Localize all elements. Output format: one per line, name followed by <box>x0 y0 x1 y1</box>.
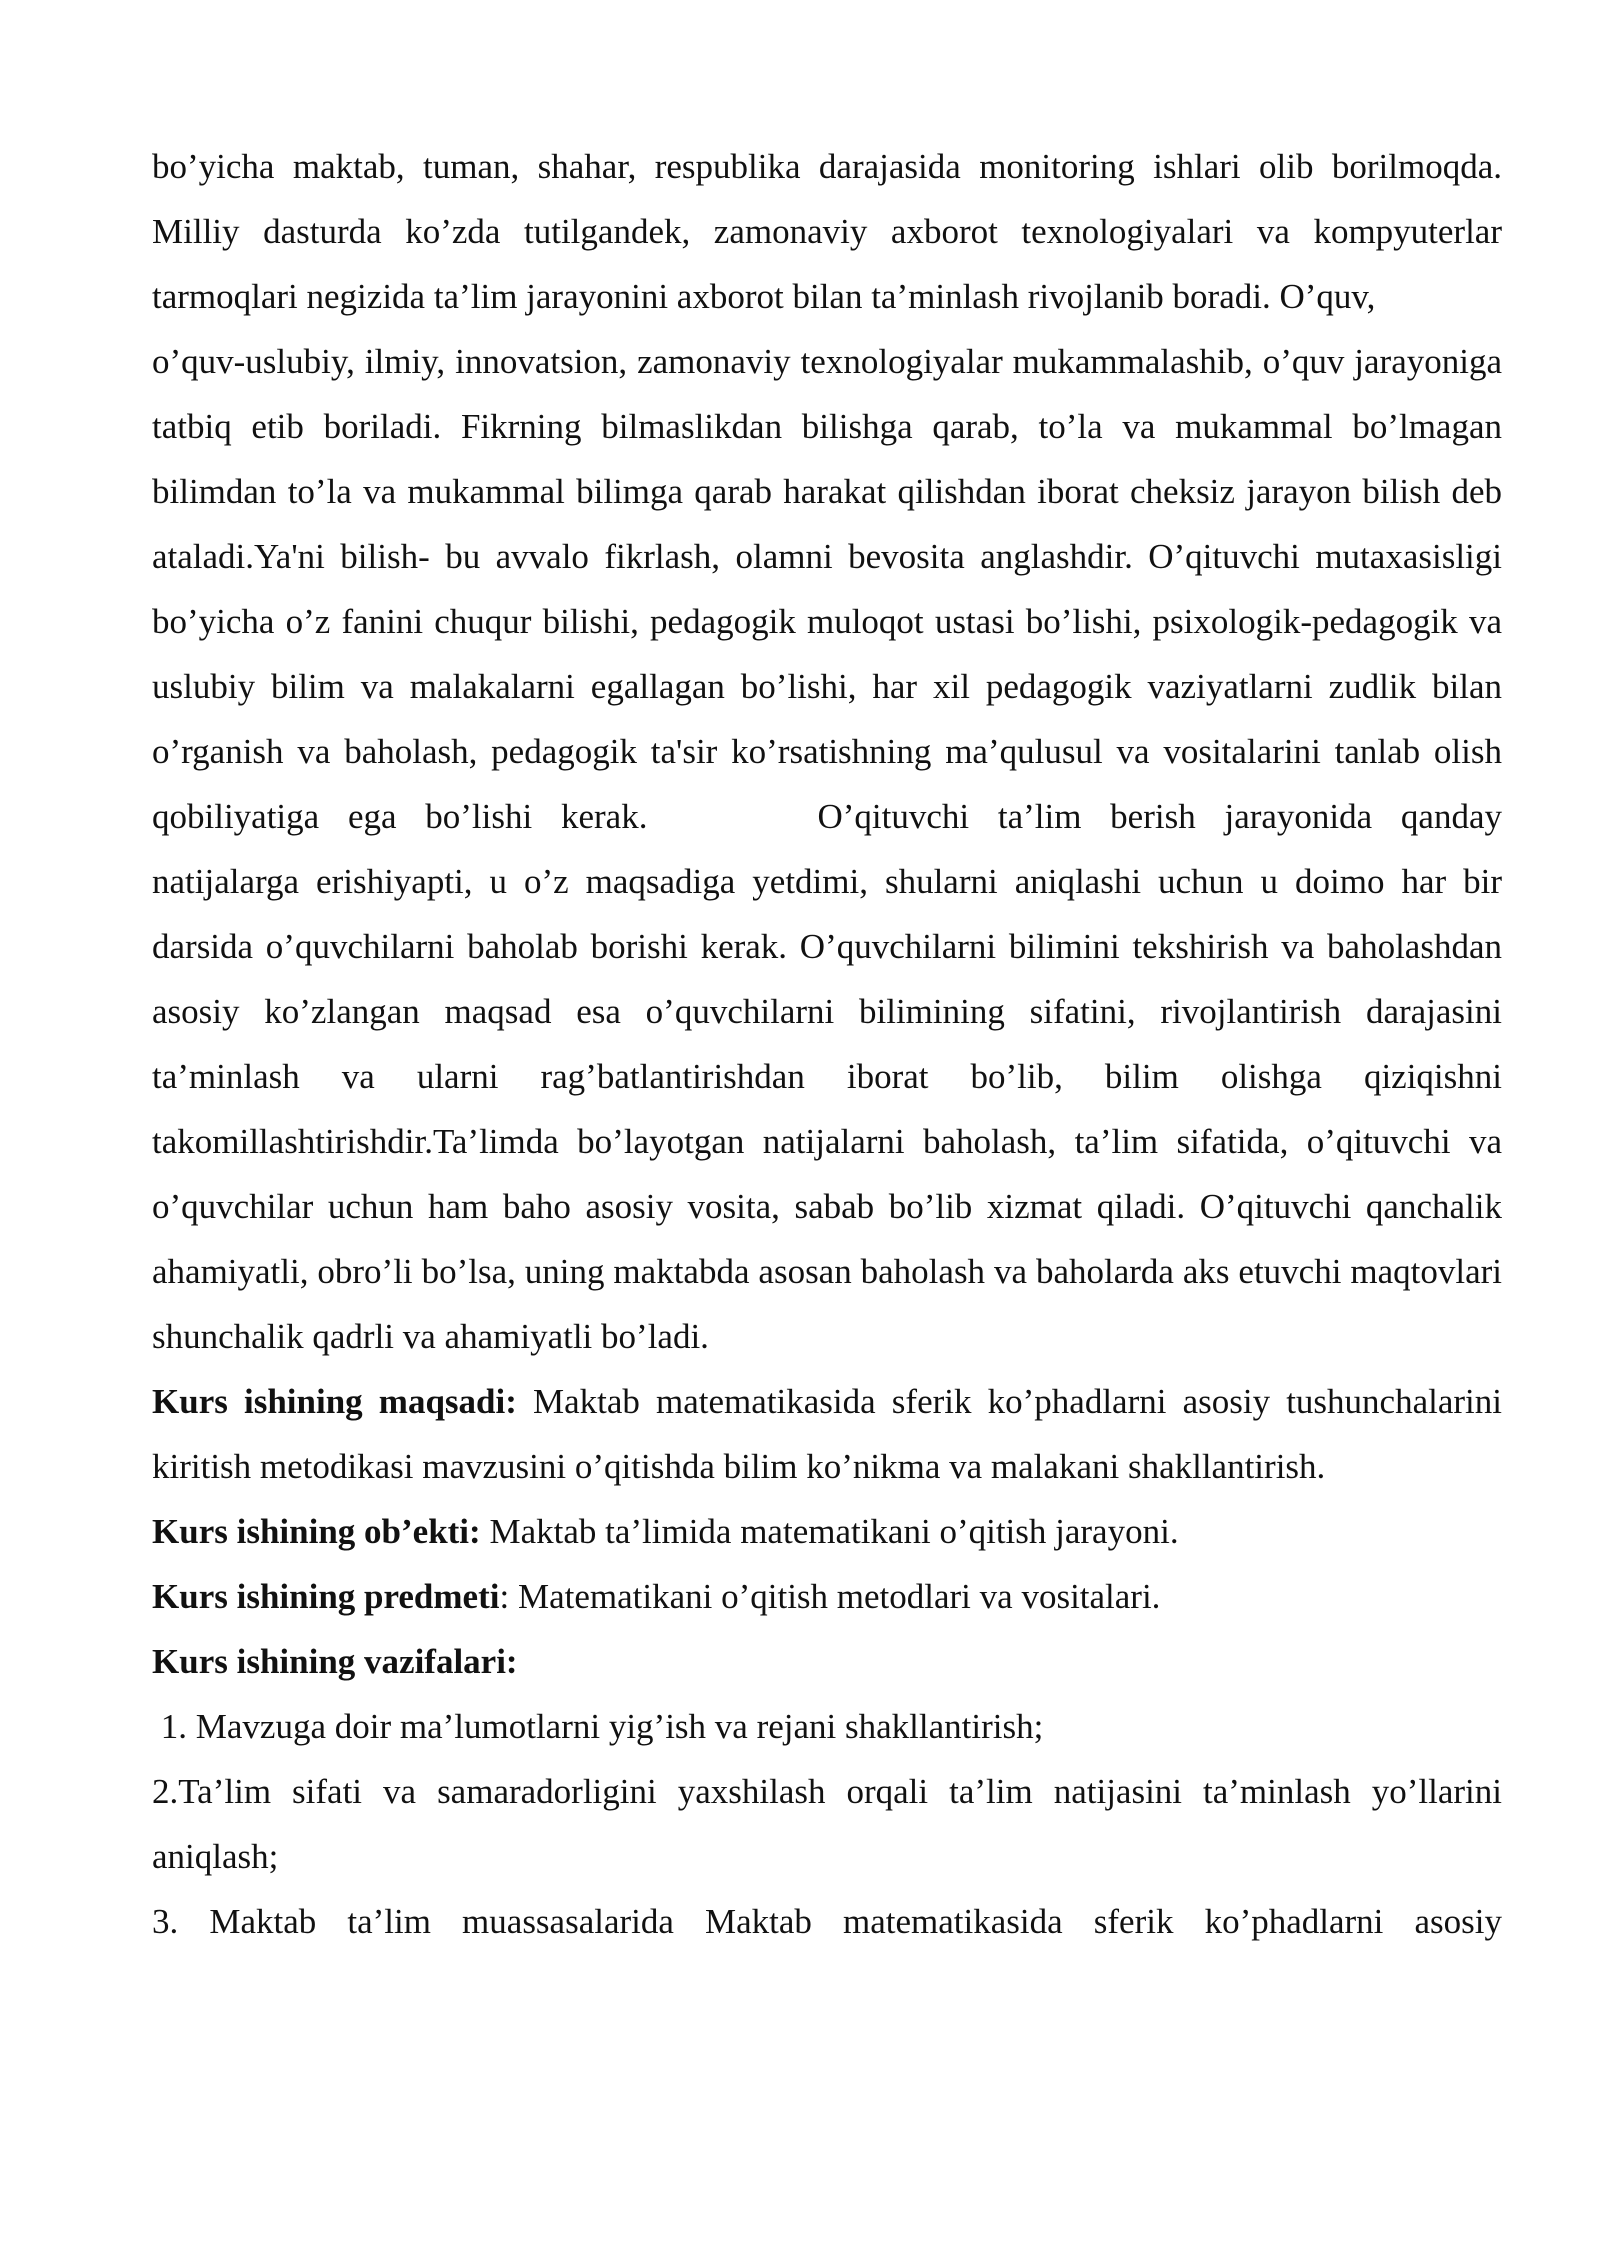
subject-paragraph <box>152 1564 1502 1629</box>
paragraph-knowledge <box>152 329 1502 1369</box>
paragraph-assessment-text: O’qituvchi ta’lim berish jarayonida qanday natijalarga erishiyapti, u o’z maqsadiga yetdimi, shularni aniqlashi uchun u doimo har bir darsida o’quvchilarni baholab borishi kerak. O’quvchilarni bilimini tekshirish va baholashdan asosiy ko’zlangan maqsad esa o’quvchilarni bilimining sifatini, rivojlantirish darajasini ta’minlash va ularni rag’batlantirishdan iborat bo’lib, bilim olishga qiziqishni takomillashtirishdir.Ta’limda bo’layotgan natijalarni baholash, ta’lim sifatida, o’qituvchi va o’quvchilar uchun ham baho asosiy vosita, sabab bo’lib xizmat qiladi. O’qituvchi qanchalik ahamiyatli, obro’li bo’lsa, uning maktabda asosan baholash va baholarda aks etuvchi maqtovlari shunchalik qadrli va ahamiyatli bo’ladi. <box>152 797 1502 1356</box>
subject-label: Kurs ishining predmeti <box>152 1577 500 1616</box>
paragraph-intro: bo’yicha maktab, tuman, shahar, respublika darajasida monitoring ishlari olib borilmoqda. Milliy dasturda ko’zda tutilgandek, zamonaviy axborot texnologiyalari va kompyuterlar tarmoqlari negizida ta’lim jarayonini axborot bilan ta’minlash rivojlanib boradi. O’quv, <box>152 147 1502 316</box>
task-item-3: 3. Maktab ta’lim muassasalarida Maktab matematikasida sferik ko’phadlarni asosiy <box>152 1902 1502 1941</box>
tasks-heading <box>152 1629 1502 1694</box>
task-item-1: 1. Mavzuga doir ma’lumotlarni yig’ish va rejani shakllantirish; <box>152 1707 1044 1746</box>
subject-text: : Matematikani o’qitish metodlari va vositalari. <box>499 1577 1161 1616</box>
object-label: Kurs ishining ob’ekti: <box>152 1512 481 1551</box>
goal-text: Maktab matematikasida sferik ko’phadlarni asosiy tushunchalarini kiritish metodikasi mavzusini o’qitishda bilim ko’nikma va malakani shakllantirish. <box>152 1382 1502 1486</box>
object-text: Maktab ta’limida matematikani o’qitish jarayoni. <box>480 1512 1179 1551</box>
tasks-label: Kurs ishining vazifalari: <box>152 1642 518 1681</box>
object-paragraph <box>152 1499 1502 1564</box>
paragraph-knowledge-text: o’quv-uslubiy, ilmiy, innovatsion, zamonaviy texnologiyalar mukammalashib, o’quv jarayoniga tatbiq etib boriladi. Fikrning bilmaslikdan bilishga qarab, to’la va mukammal bo’lmagan bilimdan to’la va mukammal bilimga qarab harakat qilishdan iborat cheksiz jarayon bilish deb ataladi.Ya'ni bilish- bu avvalo fikrlash, olamni bevosita anglashdir. O’qituvchi mutaxasisligi bo’yicha o’z fanini chuqur bilishi, pedagogik muloqot ustasi bo’lishi, psixologik-pedagogik va uslubiy bilim va malakalarni egallagan bo’lishi, har xil pedagogik vaziyatlarni zudlik bilan o’rganish va baholash, pedagogik ta'sir ko’rsatishning ma’qulusul va vositalarini tanlab olish qobiliyatiga ega bo’lishi kerak. <box>152 342 1502 836</box>
task-item-2: 2.Ta’lim sifati va samaradorligini yaxshilash orqali ta’lim natijasini ta’minlash yo’llarini aniqlash; <box>152 1772 1502 1876</box>
goal-paragraph <box>152 1369 1502 1499</box>
goal-label: Kurs ishining maqsadi: <box>152 1382 517 1421</box>
document-page <box>152 134 1502 1954</box>
